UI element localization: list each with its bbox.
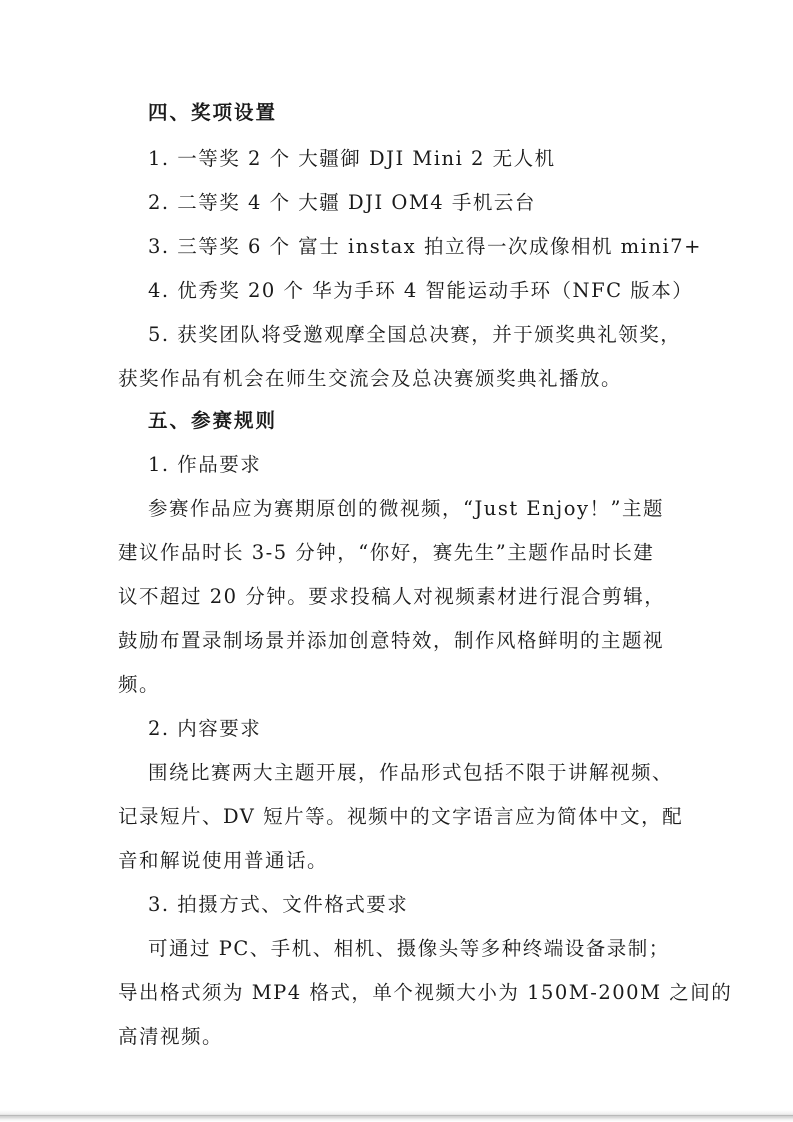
content-paragraph-line-3: 音和解说使用普通话。: [118, 849, 329, 872]
award-item-2: 2. 二等奖 4 个 大疆 DJI OM4 手机云台: [148, 191, 536, 214]
award-item-1: 1. 一等奖 2 个 大疆御 DJI Mini 2 无人机: [148, 147, 556, 170]
section-5-heading: 五、参赛规则: [148, 409, 278, 432]
award-item-5-line-2: 获奖作品有机会在师生交流会及总决赛颁奖典礼播放。: [118, 367, 623, 390]
scan-edge-shadow: [0, 1110, 793, 1122]
format-paragraph-line-2: 导出格式须为 MP4 格式，单个视频大小为 150M-200M 之间的: [118, 981, 733, 1004]
works-requirements-title: 1. 作品要求: [148, 453, 262, 476]
award-item-4: 4. 优秀奖 20 个 华为手环 4 智能运动手环（NFC 版本）: [148, 279, 694, 302]
format-paragraph-line-3: 高清视频。: [118, 1025, 224, 1048]
award-item-5-line-1: 5. 获奖团队将受邀观摩全国总决赛，并于颁奖典礼领奖，: [148, 323, 682, 346]
works-paragraph-line-4: 鼓励布置录制场景并添加创意特效，制作风格鲜明的主题视: [118, 629, 665, 652]
works-paragraph-line-5: 频。: [118, 673, 161, 696]
award-item-3: 3. 三等奖 6 个 富士 instax 拍立得一次成像相机 mini7+: [148, 235, 702, 258]
content-paragraph-line-2: 记录短片、DV 短片等。视频中的文字语言应为简体中文，配: [118, 805, 684, 828]
works-paragraph-line-3: 议不超过 20 分钟。要求投稿人对视频素材进行混合剪辑，: [118, 585, 666, 608]
format-requirements-title: 3. 拍摄方式、文件格式要求: [148, 893, 409, 916]
works-paragraph-line-1: 参赛作品应为赛期原创的微视频，“Just Enjoy！”主题: [148, 497, 664, 520]
section-4-heading: 四、奖项设置: [148, 101, 278, 124]
content-paragraph-line-1: 围绕比赛两大主题开展，作品形式包括不限于讲解视频、: [148, 761, 674, 784]
format-paragraph-line-1: 可通过 PC、手机、相机、摄像头等多种终端设备录制；: [148, 937, 670, 960]
content-requirements-title: 2. 内容要求: [148, 717, 262, 740]
works-paragraph-line-2: 建议作品时长 3-5 分钟，“你好，赛先生”主题作品时长建: [118, 541, 655, 564]
scan-edge-line: [0, 1115, 793, 1116]
